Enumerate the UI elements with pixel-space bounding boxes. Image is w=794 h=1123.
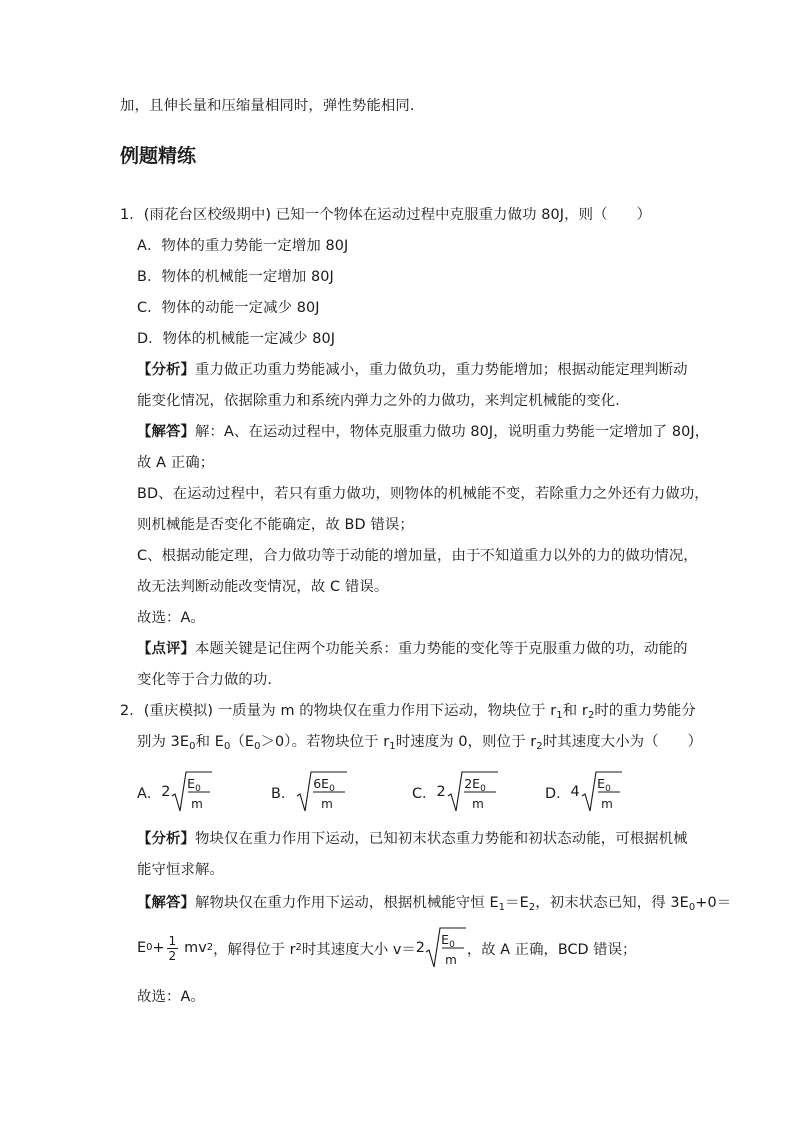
q1-option-d: D．物体的机械能一定减少 80J	[137, 331, 336, 347]
radical-numerator: $E_0$	[441, 932, 455, 950]
q2-option-a-label: A．	[137, 785, 162, 802]
q1-analysis-line1	[137, 360, 688, 380]
radical-numerator-subscript: 0	[329, 784, 336, 794]
q2-answer-c: ，初末状态已知，得 3E	[535, 895, 689, 911]
radical-numerator-subscript: 0	[604, 784, 611, 794]
q2-stem-d: ＞0）。若物块位于 r	[260, 734, 390, 750]
q2-option-b-radical	[296, 770, 348, 814]
radical-sign	[171, 770, 213, 814]
q1-answer-line4: 则机械能是否变化不能确定，故 BD 错误；	[137, 517, 414, 533]
radical-numerator: $2E_0$	[463, 776, 486, 794]
q2-stem-a: 别为 3E	[137, 734, 190, 750]
q2-answer-b: ＝E	[505, 895, 529, 911]
q2-answer-radical	[425, 926, 467, 970]
radical-sign	[447, 770, 499, 814]
q2-answer-a: 解物块仅在重力作用下运动，根据机械能守恒 E	[194, 895, 499, 911]
q2-answer-h: ，故 A 正确，BCD 错误；	[466, 941, 637, 958]
q1-comment-line2: 变化等于合力做的功.	[137, 672, 273, 688]
q2-option-a-coef: 2	[161, 784, 171, 800]
radical-numerator-subscript: 0	[195, 784, 202, 794]
q2-stem-prefix: 2．(重庆模拟) 一质量为 m 的物块仅在重力作用下运动，物块位于 r	[120, 703, 557, 719]
q2-stem-f: 时其速度大小为（ ）	[542, 734, 703, 750]
q1-answer-line3: BD、在运动过程中，若只有重力做功，则物体的机械能不变，若除重力之外还有力做功，	[137, 486, 709, 502]
q1-analysis-text1: 重力做正功重力势能减小，重力做负功，重力势能增加；根据动能定理判断动	[194, 362, 688, 378]
q1-answer-line1	[137, 422, 709, 442]
q2-sub-0a: 0	[189, 741, 196, 752]
q2-option-c-label: C．	[412, 785, 437, 802]
q2-option-b	[271, 769, 348, 815]
section-title: 例题精练	[120, 145, 197, 167]
q2-stem-suffix: 时的重力势能分	[594, 703, 696, 719]
q2-option-d	[545, 769, 623, 815]
q2-sub-0c: 0	[254, 741, 261, 752]
q2-stem-e: 时速度为 0，则位于 r	[395, 734, 537, 750]
q1-comment-text1: 本题关键是记住两个功能关系：重力势能的变化等于克服重力做的功，动能的	[194, 641, 688, 657]
q2-ans-sub0: 0	[688, 902, 696, 913]
q2-stem-c: （E	[230, 734, 255, 750]
q2-stem-line1	[120, 701, 696, 721]
q2-option-c-coef: 2	[436, 784, 446, 800]
q2-sub-r2: 2	[587, 710, 595, 721]
q2-half-fraction	[167, 934, 179, 963]
q2-option-a-radical	[171, 770, 213, 814]
q2-sub-r1b: 1	[389, 741, 396, 752]
q1-answer-tag: 【解答】	[137, 424, 195, 440]
radical-denominator: m	[471, 797, 484, 811]
radical-sign	[581, 770, 623, 814]
q2-sub-0b: 0	[223, 741, 231, 752]
radical-denominator: m	[445, 953, 457, 967]
q2-stem-b: 和 E	[195, 734, 224, 750]
q2-option-c-radical	[447, 770, 499, 814]
q2-ans-sub1: 1	[498, 902, 506, 913]
q2-analysis-text1: 物块仅在重力作用下运动，已知初末状态重力势能和初状态动能，可根据机械	[194, 831, 688, 847]
radical-numerator-subscript: 0	[479, 784, 486, 794]
q2-option-d-coef: 4	[570, 784, 580, 800]
q2-option-a	[137, 769, 213, 815]
radical-denominator: m	[191, 797, 204, 811]
radical-denominator: m	[321, 797, 334, 811]
radical-sign	[296, 770, 348, 814]
q2-answer-plus: +	[152, 940, 165, 956]
q1-answer-line2: 故 A 正确；	[137, 455, 215, 471]
q2-ans-sub2: 2	[528, 902, 536, 913]
q2-answer-line2: E 0 + $\frac{1}{2}$ mv 2 ，解得位于 r 2 时其速度大小 v＝ 2 $E_0$ m ，故 A 正确，BCD 错误；	[137, 925, 636, 971]
q2-sub-r2b: 2	[536, 741, 543, 752]
q2-analysis-line2: 能守恒求解。	[137, 862, 224, 878]
q2-choice: 故选：A。	[137, 989, 205, 1005]
q2-answer-mv: mv	[184, 940, 207, 956]
q2-option-b-label: B．	[271, 785, 296, 802]
q2-option-c	[412, 769, 499, 815]
intro-line: 加，且伸长量和压缩量相同时，弹性势能相同.	[120, 98, 415, 114]
q1-choice: 故选：A。	[137, 610, 205, 626]
q2-answer-coef: 2	[415, 940, 425, 956]
q1-stem: 1．(雨花台区校级期中) 已知一个物体在运动过程中克服重力做功 80J，则（ ）	[120, 207, 652, 223]
q1-analysis-tag: 【分析】	[137, 362, 195, 378]
q1-comment-line1	[137, 639, 688, 659]
q1-answer-text1: 解：A、在运动过程中，物体克服重力做功 80J，说明重力势能一定增加了 80J，	[194, 424, 710, 440]
q1-comment-tag: 【点评】	[137, 641, 195, 657]
q2-half-num: 1	[168, 933, 177, 948]
q2-sub-r1: 1	[556, 710, 563, 721]
q2-answer-f: ，解得位于 r	[213, 941, 296, 958]
q2-analysis-line1	[137, 829, 688, 849]
q2-stem-mid: 和 r	[562, 703, 588, 719]
q2-option-d-label: D．	[545, 785, 571, 802]
radical-numerator: $E_0$	[596, 776, 611, 794]
q1-analysis-line2: 能变化情况，依据除重力和系统内弹力之外的力做功，来判定机械能的变化.	[137, 393, 620, 409]
q2-option-d-radical	[581, 770, 623, 814]
q2-answer-d: +0＝	[695, 895, 732, 911]
q2-analysis-tag: 【分析】	[137, 831, 195, 847]
q2-answer-tag: 【解答】	[137, 895, 195, 911]
radical-numerator-subscript: 0	[448, 940, 455, 950]
radical-numerator: $6E_0$	[313, 776, 336, 794]
q2-answer-e0: E	[137, 940, 147, 956]
q2-half-den: 2	[168, 948, 177, 963]
q2-answer-g: 时其速度大小 v＝	[301, 941, 416, 958]
q1-option-a: A．物体的重力势能一定增加 80J	[137, 238, 349, 254]
radical-sign	[425, 926, 467, 970]
radical-denominator: m	[600, 797, 613, 811]
radical-numerator: $E_0$	[187, 776, 202, 794]
q2-answer-line1	[137, 893, 731, 913]
q2-stem-line2	[137, 732, 702, 752]
q1-answer-line5: C、根据动能定理，合力做功等于动能的增加量，由于不知道重力以外的力的做功情况，	[137, 548, 698, 564]
q1-answer-line6: 故无法判断动能改变情况，故 C 错误。	[137, 579, 389, 595]
q1-option-c: C．物体的动能一定减少 80J	[137, 300, 320, 316]
q1-option-b: B．物体的机械能一定增加 80J	[137, 269, 334, 285]
